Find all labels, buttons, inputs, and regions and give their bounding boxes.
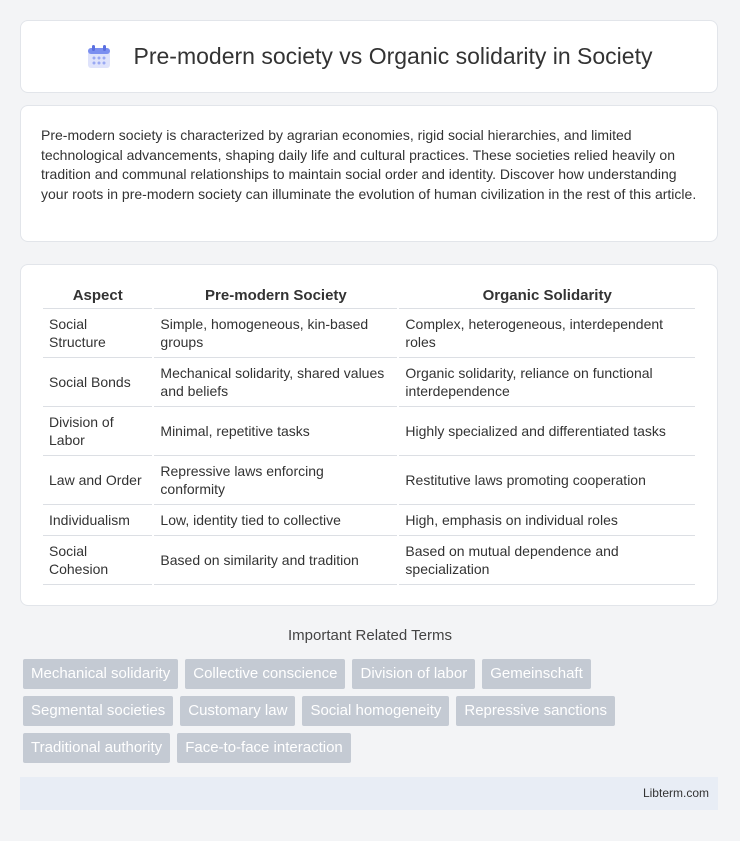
cell-aspect: Social Bonds xyxy=(43,358,152,407)
tag-customary-law[interactable]: Customary law xyxy=(180,696,295,726)
tag-traditional-authority[interactable]: Traditional authority xyxy=(23,733,170,763)
table-row xyxy=(43,505,695,536)
cell-aspect: Division of Labor xyxy=(43,407,152,456)
intro-paragraph: Pre-modern society is characterized by agrarian economies, rigid social hierarchies, and limited technological advancements, shaping daily life and cultural practices. These societies relied heavily on tradition and communal relationships to maintain social order and identity. Discover how understanding your roots in pre-modern society can illuminate the evolution of human civilization in the rest of this article. xyxy=(41,127,697,202)
related-terms-title: Important Related Terms xyxy=(288,627,452,644)
intro-card xyxy=(20,105,718,242)
header-organic: Organic Solidarity xyxy=(399,283,695,309)
cell-pre-modern: Simple, homogeneous, kin-based groups xyxy=(154,309,397,358)
table-row xyxy=(43,309,695,358)
cell-pre-modern: Minimal, repetitive tasks xyxy=(154,407,397,456)
tag-mechanical-solidarity[interactable]: Mechanical solidarity xyxy=(23,659,178,689)
cell-organic: Based on mutual dependence and specialization xyxy=(399,536,695,585)
tag-gemeinschaft[interactable]: Gemeinschaft xyxy=(482,659,591,689)
tag-collective-conscience[interactable]: Collective conscience xyxy=(185,659,345,689)
comparison-table-card xyxy=(20,264,718,606)
table-row xyxy=(43,536,695,585)
tag-repressive-sanctions[interactable]: Repressive sanctions xyxy=(456,696,615,726)
page-title: Pre-modern society vs Organic solidarity in Society xyxy=(133,43,653,69)
tag-segmental-societies[interactable]: Segmental societies xyxy=(23,696,173,726)
cell-pre-modern: Based on similarity and tradition xyxy=(154,536,397,585)
comparison-table xyxy=(41,283,697,585)
related-terms-list xyxy=(23,659,703,763)
cell-organic: Highly specialized and differentiated tasks xyxy=(399,407,695,456)
table-row xyxy=(43,456,695,505)
title-card xyxy=(20,20,718,93)
cell-aspect: Individualism xyxy=(43,505,152,536)
cell-organic: High, emphasis on individual roles xyxy=(399,505,695,536)
tag-face-to-face-interaction[interactable]: Face-to-face interaction xyxy=(177,733,351,763)
cell-organic: Complex, heterogeneous, interdependent roles xyxy=(399,309,695,358)
table-row xyxy=(43,358,695,407)
cell-aspect: Social Cohesion xyxy=(43,536,152,585)
cell-aspect: Social Structure xyxy=(43,309,152,358)
header-aspect: Aspect xyxy=(43,283,152,309)
cell-organic: Restitutive laws promoting cooperation xyxy=(399,456,695,505)
footer xyxy=(20,777,718,810)
footer-site-link[interactable]: Libterm.com xyxy=(642,786,709,800)
cell-pre-modern: Repressive laws enforcing conformity xyxy=(154,456,397,505)
cell-pre-modern: Low, identity tied to collective xyxy=(154,505,397,536)
header-pre-modern: Pre-modern Society xyxy=(154,283,397,309)
calendar-icon xyxy=(86,44,112,70)
cell-organic: Organic solidarity, reliance on functional interdependence xyxy=(399,358,695,407)
table-row xyxy=(43,407,695,456)
tag-division-of-labor[interactable]: Division of labor xyxy=(352,659,475,689)
tag-social-homogeneity[interactable]: Social homogeneity xyxy=(302,696,449,726)
table-header-row xyxy=(43,283,695,309)
cell-aspect: Law and Order xyxy=(43,456,152,505)
cell-pre-modern: Mechanical solidarity, shared values and beliefs xyxy=(154,358,397,407)
